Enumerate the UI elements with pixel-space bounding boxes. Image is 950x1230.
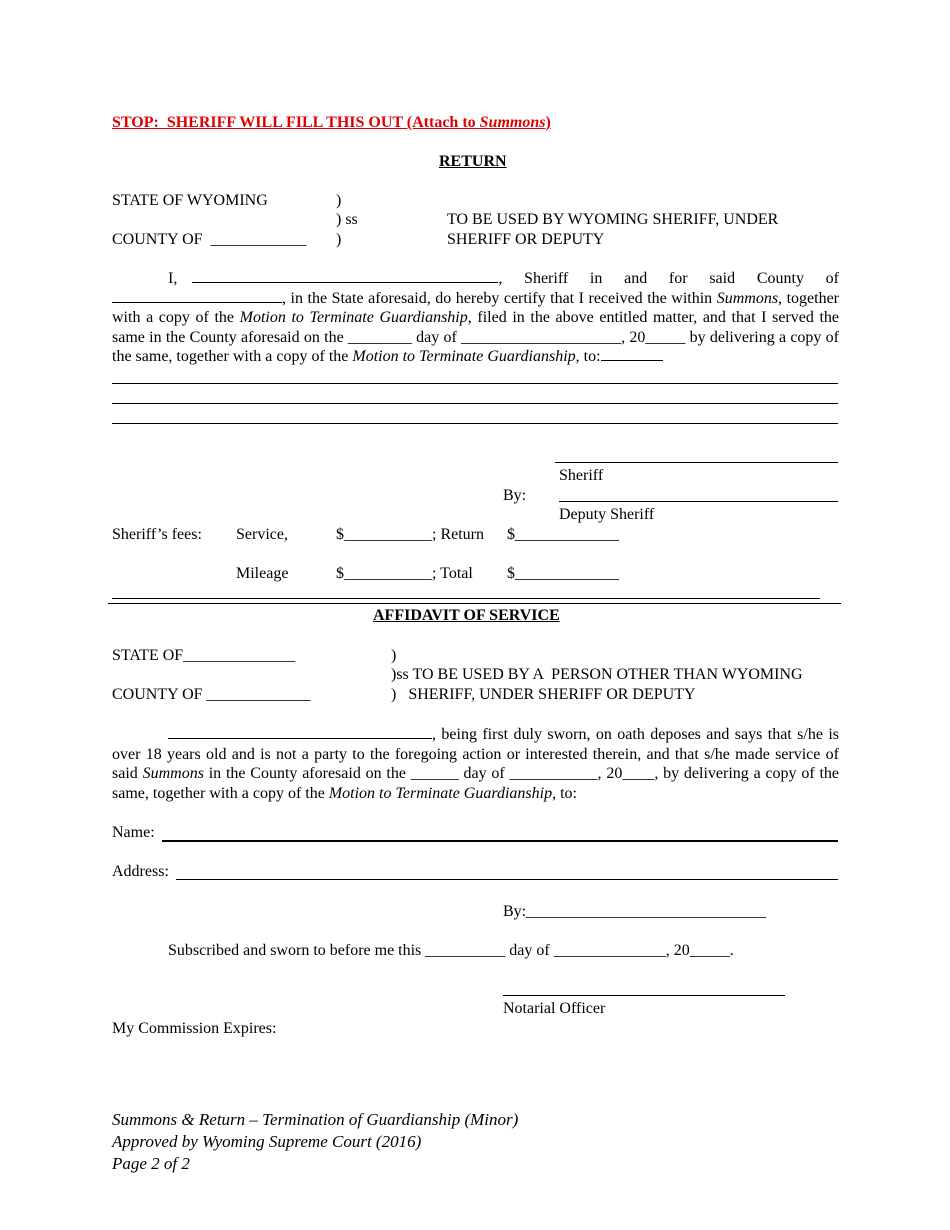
sheriff-name-blank[interactable]	[192, 281, 498, 283]
served-line-3[interactable]	[112, 423, 838, 424]
affidavit-motion: Motion to Terminate Guardianship	[328, 784, 553, 802]
footer-form-title: Summons & Return – Termination of Guardianship (Minor)	[112, 1110, 519, 1129]
return-motion: Motion to Terminate Guardianship	[239, 309, 468, 326]
return-paren-1: )	[336, 192, 342, 209]
return-p1-a: I,	[168, 270, 178, 287]
return-p1-c: , in the State aforesaid, do hereby certify that I received the within	[282, 289, 713, 307]
deputy-signature-line[interactable]	[559, 501, 838, 502]
section-divider-2	[108, 603, 841, 604]
stop-summons: Summons	[479, 114, 546, 131]
return-by-label: By:	[503, 487, 527, 504]
affiant-name-blank[interactable]	[168, 737, 432, 739]
return-p1-e: , filed in the above entitled matter, and that I served the same in the County aforesaid on the ________ day of ____________________, 20_____ by delivering a copy of the same, together with a copy of the	[112, 309, 840, 365]
total-amount[interactable]: $_____________	[507, 565, 619, 582]
return-sheriff-line1: TO BE USED BY WYOMING SHERIFF, UNDER	[447, 211, 779, 228]
return-summons: Summons	[716, 289, 779, 307]
address-label: Address:	[112, 863, 169, 880]
name-field-line[interactable]	[162, 840, 838, 842]
service-amount[interactable]: $___________; Return	[336, 526, 484, 543]
affidavit-county-label: COUNTY OF _____________	[112, 686, 311, 703]
affidavit-summons: Summons	[142, 765, 204, 782]
name-label: Name:	[112, 824, 155, 841]
mileage-label: Mileage	[236, 565, 289, 582]
section-divider-1	[112, 598, 820, 599]
return-p1-f: , to:	[575, 348, 601, 365]
affidavit-ss-line: )ss TO BE USED BY A PERSON OTHER THAN WYOMING	[391, 666, 803, 683]
deputy-sheriff-label: Deputy Sheriff	[559, 506, 655, 523]
notary-label: Notarial Officer	[503, 1000, 606, 1017]
subscribed-sworn-text: Subscribed and sworn to before me this __________ day of ______________, 20_____.	[168, 942, 734, 959]
return-sheriff-line2: SHERIFF OR DEPUTY	[447, 231, 605, 248]
address-field-line[interactable]	[176, 879, 838, 880]
footer-page-number: Page 2 of 2	[112, 1154, 190, 1173]
stop-suffix: )	[545, 114, 551, 131]
return-p1-b: , Sheriff in and for said County of	[498, 270, 839, 287]
affidavit-by-line[interactable]: By:______________________________	[503, 903, 767, 920]
affidavit-paren-1: )	[391, 647, 397, 664]
affidavit-paren-line2: ) SHERIFF, UNDER SHERIFF OR DEPUTY	[391, 686, 696, 703]
notary-signature-line[interactable]	[503, 995, 785, 996]
affidavit-title: AFFIDAVIT OF SERVICE	[373, 607, 560, 624]
commission-expires-label: My Commission Expires:	[112, 1020, 277, 1037]
mileage-amount[interactable]: $___________; Total	[336, 565, 473, 582]
stop-text: STOP: SHERIFF WILL FILL THIS OUT (Attach to	[112, 114, 480, 131]
return-state-label: STATE OF WYOMING	[112, 192, 268, 209]
affidavit-p2-c: , to:	[552, 784, 577, 802]
return-certification-paragraph: I, , Sheriff in and for said County of , in the State aforesaid, do hereby certify that I received the within Summons, together with a copy of the Motion to Terminate Guardianship, filed in the above entitled matter, and that I served the same in the County aforesaid on the ________ day of ____________________, 20_____ by delivering a copy of the same, together with a copy of the Motion to Terminate Guardianship, to:	[112, 270, 840, 365]
stop-instruction	[112, 113, 551, 132]
county-name-blank[interactable]	[112, 301, 282, 303]
service-label: Service,	[236, 526, 288, 543]
served-to-blank[interactable]	[601, 359, 663, 361]
return-motion-2: Motion to Terminate Guardianship	[352, 348, 576, 365]
return-amount[interactable]: $_____________	[507, 526, 619, 543]
affidavit-paragraph	[112, 725, 839, 803]
footer-approval: Approved by Wyoming Supreme Court (2016)	[112, 1132, 422, 1151]
affidavit-p2-a: , being first duly sworn, on oath deposes and says that s/he is over 18 years old and is not a party to the foregoing action or interested therein, and that s/he made service of said	[112, 726, 839, 782]
return-county-label: COUNTY OF ____________	[112, 231, 307, 248]
return-title: RETURN	[439, 153, 507, 170]
affidavit-p2-b: in the County aforesaid on the ______ day of ___________, 20____, by delivering a copy of the same, together with a copy of the	[112, 765, 840, 802]
sheriff-signature-line[interactable]	[555, 462, 838, 463]
affidavit-state-label: STATE OF______________	[112, 647, 296, 664]
sheriff-label: Sheriff	[559, 467, 604, 484]
return-paren-2: )	[336, 231, 342, 248]
served-line-1[interactable]	[112, 383, 838, 384]
return-ss: ) ss	[336, 211, 358, 228]
served-line-2[interactable]	[112, 403, 838, 404]
fees-label: Sheriff’s fees:	[112, 526, 202, 543]
return-p1-d: together with a copy of the	[112, 289, 839, 326]
